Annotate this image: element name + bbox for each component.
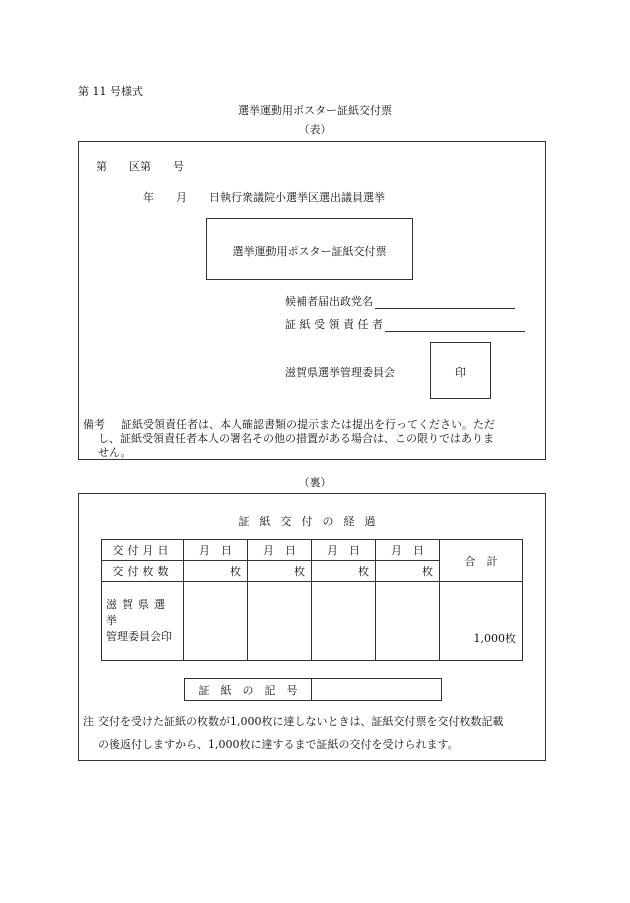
- seal-cell[interactable]: [312, 582, 376, 661]
- row-seal-label-1: 滋賀県選挙: [106, 598, 170, 627]
- district-number: 第 区第 号: [96, 160, 184, 173]
- receiver-field[interactable]: [385, 320, 525, 332]
- seal-cell[interactable]: [184, 582, 248, 661]
- inner-title-box: [206, 218, 413, 280]
- party-label: 候補者届出政党名: [285, 295, 373, 308]
- total-value: 1,000枚: [440, 582, 523, 661]
- receiver-row: [285, 316, 525, 332]
- date-cell[interactable]: 月 日: [376, 540, 440, 561]
- row-date-label: 交付月日: [102, 540, 184, 561]
- total-label: 合 計: [440, 540, 523, 582]
- stamp-table: [184, 678, 442, 701]
- remarks-line-2: し、証紙受領責任者本人の署名その他の措置がある場合は、この限りではありま: [98, 432, 494, 445]
- count-cell[interactable]: 枚: [312, 561, 376, 582]
- date-cell[interactable]: 月 日: [312, 540, 376, 561]
- seal-cell[interactable]: [248, 582, 312, 661]
- note-line-2: の後返付しますから、1,000枚に達するまで証紙の交付を受けられます。: [98, 738, 459, 751]
- date-cell[interactable]: 月 日: [184, 540, 248, 561]
- note-label: 注: [83, 715, 94, 728]
- issuance-table: [101, 539, 523, 661]
- remarks-label: 備考: [83, 418, 105, 431]
- form-number: 第 11 号様式: [78, 85, 143, 98]
- remarks-line-3: せん。: [98, 446, 132, 459]
- count-cell[interactable]: 枚: [184, 561, 248, 582]
- table-row-date: [102, 540, 523, 561]
- seal-cell[interactable]: [376, 582, 440, 661]
- back-heading: 証紙交付の経過: [238, 515, 386, 528]
- receiver-label: 証 紙 受 領 責 任 者: [285, 318, 383, 331]
- row-seal-label-2: 管理委員会印: [106, 630, 172, 643]
- row-seal-label: [102, 582, 184, 661]
- seal-box: [430, 342, 491, 399]
- stamp-field[interactable]: [312, 679, 442, 701]
- front-section: [78, 141, 546, 460]
- count-cell[interactable]: 枚: [248, 561, 312, 582]
- seal-label: 印: [455, 366, 466, 379]
- back-label: （裏）: [298, 476, 332, 489]
- page-title: 選挙運動用ポスター証紙交付票: [238, 104, 392, 117]
- party-field[interactable]: [375, 297, 515, 309]
- count-cell[interactable]: 枚: [376, 561, 440, 582]
- note-line-1: 交付を受けた証紙の枚数が1,000枚に達しないときは、証紙交付票を交付枚数記載: [98, 715, 504, 728]
- inner-title: 選挙運動用ポスター証紙交付票: [232, 245, 387, 258]
- remarks-line-1: 証紙受領責任者は、本人確認書類の提示または提出を行ってください。ただ: [121, 418, 495, 431]
- committee-name: 滋賀県選挙管理委員会: [285, 366, 395, 379]
- front-label: （表）: [298, 123, 332, 136]
- row-count-label: 交付枚数: [102, 561, 184, 582]
- date-cell[interactable]: 月 日: [248, 540, 312, 561]
- stamp-label: 証 紙 の 記 号: [185, 679, 312, 701]
- party-row: [285, 293, 515, 309]
- table-row-seal: [102, 582, 523, 661]
- election-line: 年 月 日執行衆議院小選挙区選出議員選挙: [143, 191, 385, 204]
